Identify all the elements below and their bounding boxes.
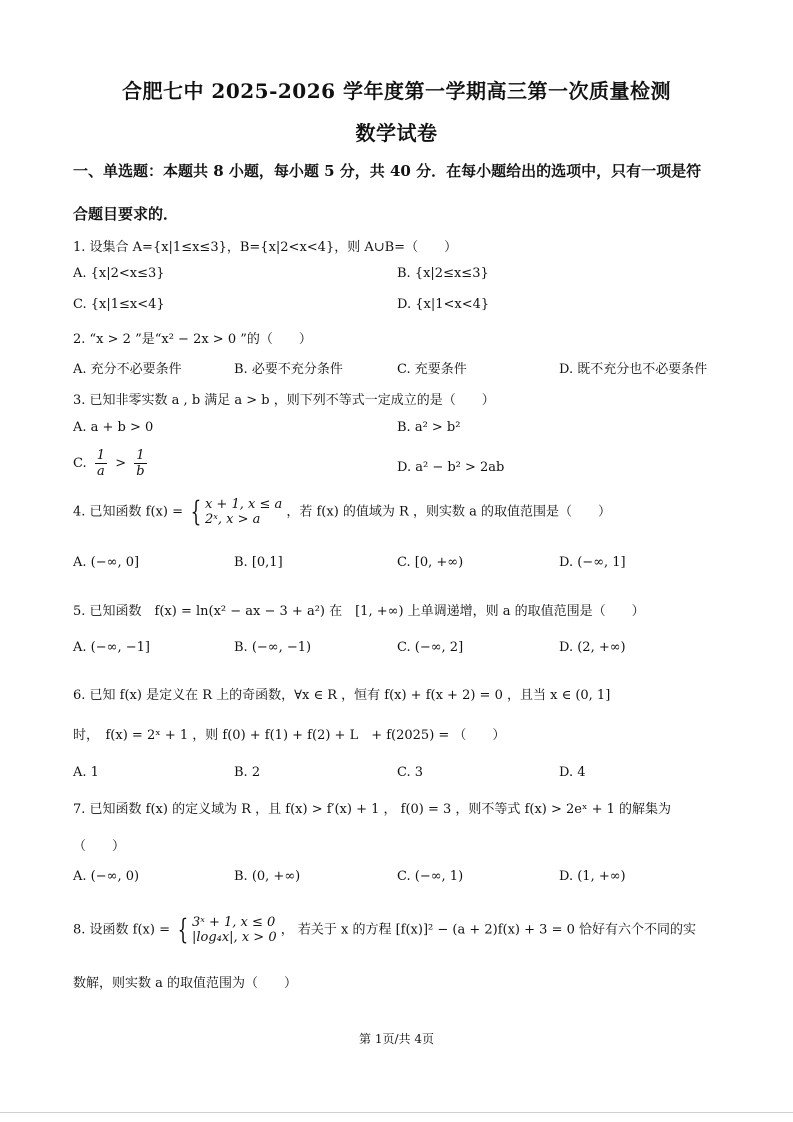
page-footer: 第 1页/共 4页 [359, 1032, 434, 1046]
q7-stem-line1: 7. 已知函数 f(x) 的定义域为 R ，且 f(x) > f′(x) + 1 ， f(0) = 3 ，则不等式 f(x) > 2eˣ + 1 的解集为 [73, 802, 672, 817]
q6-option-a: A. 1 [73, 765, 99, 780]
q6-option-c: C. 3 [397, 765, 424, 780]
q3-option-b: B. a² > b² [397, 420, 461, 435]
q8-brace: { [177, 913, 189, 946]
q7-option-b: B. (0, +∞) [234, 869, 301, 884]
q8-stem-suffix: ， 若关于 x 的方程 [f(x)]² − (a + 2)f(x) + 3 = 0 恰好有六个不同的实 [280, 922, 696, 938]
q4-option-d: D. (−∞, 1] [559, 555, 626, 570]
q3-frac1-denominator: a [97, 464, 105, 479]
q2-option-d: D. 既不充分也不必要条件 [559, 362, 708, 377]
q4-option-a: A. (−∞, 0] [73, 555, 140, 570]
q1-stem: 1. 设集合 A={x|1≤x≤3}，B={x|2<x<4}，则 A∪B=（ ） [73, 240, 458, 255]
q1-option-d: D. {x|1<x<4} [397, 297, 490, 312]
q3-option-a: A. a + b > 0 [73, 420, 154, 435]
q2-option-b: B. 必要不充分条件 [234, 362, 343, 377]
q2-option-c: C. 充要条件 [397, 362, 467, 377]
q3-frac1-numerator: 1 [96, 448, 106, 463]
q3-fraction-1-over-b [134, 448, 146, 479]
q6-stem-line2: 时， f(x) = 2ˣ + 1 ，则 f(0) + f(1) + f(2) + L + f(2025) = （ ） [73, 728, 506, 743]
q1-option-b: B. {x|2≤x≤3} [397, 266, 489, 281]
q4-piece-2: 2ˣ, x > a [204, 512, 261, 527]
q5-option-a: A. (−∞, −1] [73, 640, 150, 655]
q5-option-c: C. (−∞, 2] [397, 640, 464, 655]
q2-option-a: A. 充分不必要条件 [73, 362, 182, 377]
q6-option-b: B. 2 [234, 765, 261, 780]
q3-stem: 3. 已知非零实数 a , b 满足 a > b ，则下列不等式一定成立的是（ ） [73, 393, 495, 408]
q4-option-c: C. [0, +∞) [397, 555, 464, 570]
section-heading-line2: 合题目要求的． [73, 205, 179, 223]
q4-stem [73, 497, 611, 527]
exam-subtitle: 数学试卷 [355, 121, 438, 145]
q4-piece-1: x + 1, x ≤ a [204, 497, 283, 512]
q8-piece-2: |log₄x|, x > 0 [191, 930, 277, 945]
q7-stem-line2: （ ） [73, 839, 126, 854]
q8-piece-1: 3ˣ + 1, x ≤ 0 [191, 915, 276, 930]
q3-option-c-label: C. [73, 456, 87, 471]
q5-stem: 5. 已知函数 f(x) = ln(x² − ax − 3 + a²) 在 [1, +∞) 上单调递增，则 a 的取值范围是（ ） [73, 604, 645, 619]
q5-option-b: B. (−∞, −1) [234, 640, 312, 655]
q4-option-b: B. [0,1] [234, 555, 283, 570]
q8-stem-line2: 数解，则实数 a 的取值范围为（ ） [73, 976, 298, 991]
q3-frac2-denominator: b [136, 464, 145, 479]
q7-option-d: D. (1, +∞) [559, 869, 626, 884]
q1-option-c: C. {x|1≤x<4} [73, 297, 165, 312]
q7-option-a: A. (−∞, 0) [73, 869, 140, 884]
q3-fraction-1-over-a [95, 448, 107, 479]
q2-stem: 2. “x > 2 ”是“x² − 2x > 0 ”的（ ） [73, 332, 312, 347]
q3-frac2-numerator: 1 [136, 448, 145, 463]
q4-stem-prefix: 4. 已知函数 f(x) = [73, 504, 183, 520]
section-heading-line1: 一、单选题：本题共 8 小题，每小题 5 分，共 40 分．在每小题给出的选项中，只有一项是符 [73, 162, 702, 180]
q3-option-d: D. a² − b² > 2ab [397, 460, 505, 475]
bottom-divider [0, 1112, 793, 1113]
q4-brace: { [190, 495, 202, 528]
q4-stem-suffix: ，若 f(x) 的值域为 R ，则实数 a 的取值范围是（ ） [286, 504, 611, 520]
q6-stem-line1: 6. 已知 f(x) 是定义在 R 上的奇函数，∀x ∈ R ，恒有 f(x) + f(x + 2) = 0 ，且当 x ∈ (0, 1] [73, 688, 611, 703]
q1-option-a: A. {x|2<x≤3} [73, 266, 165, 281]
q8-stem [73, 915, 696, 945]
q8-stem-prefix: 8. 设函数 f(x) = [73, 922, 170, 938]
q3-gt-sign: > [115, 456, 127, 471]
exam-title: 合肥七中 2025-2026 学年度第一学期高三第一次质量检测 [121, 79, 672, 103]
q6-option-d: D. 4 [559, 765, 586, 780]
q4-piecewise [187, 497, 282, 527]
q7-option-c: C. (−∞, 1) [397, 869, 464, 884]
q3-option-c [73, 448, 151, 479]
q8-piecewise [174, 915, 276, 945]
q5-option-d: D. (2, +∞) [559, 640, 626, 655]
